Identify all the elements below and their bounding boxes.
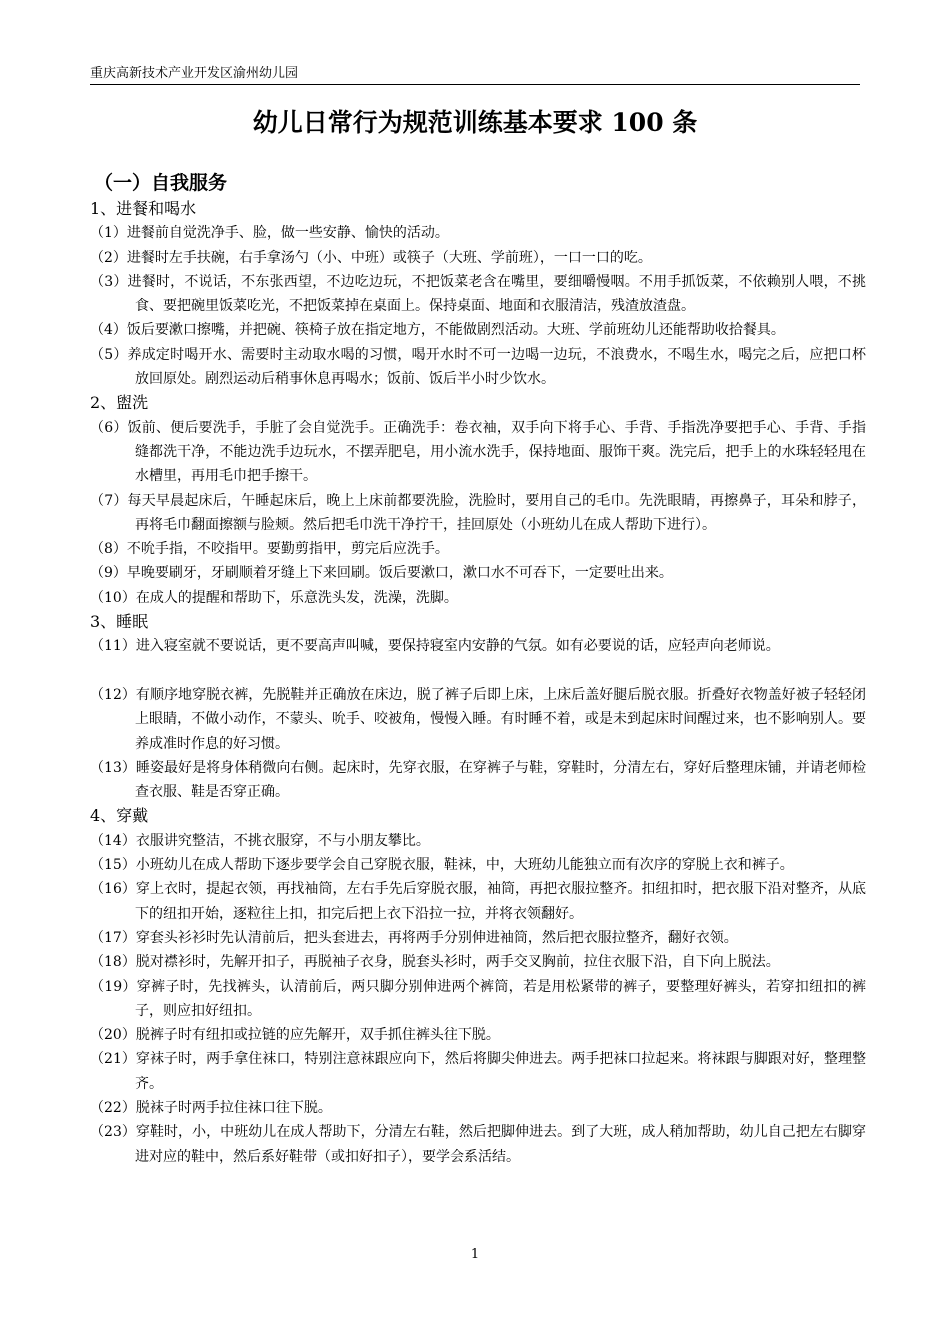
list-item: （7）每天早晨起床后，午睡起床后，晚上上床前都要洗脸，洗脸时，要用自己的毛巾。先洗眼睛，再擦鼻子，耳朵和脖子，再将毛巾翻面擦额与脸颊。然后把毛巾洗干净拧干，挂回原处（小班幼儿在成人帮助下进行）。 bbox=[90, 492, 866, 533]
list-item: （21）穿袜子时，两手拿住袜口，特别注意袜跟应向下，然后将脚尖伸进去。两手把袜口拉起来。将袜跟与脚跟对好，整理整齐。 bbox=[90, 1051, 866, 1092]
list-item: （18）脱对襟衫时，先解开扣子，再脱袖子衣身，脱套头衫时，两手交叉胸前，拉住衣服下沿，自下向上脱法。 bbox=[90, 954, 780, 971]
page-header bbox=[90, 66, 860, 85]
list-item: （3）进餐时，不说话，不东张西望，不边吃边玩，不把饭菜老含在嘴里，要细嚼慢咽。不用手抓饭菜，不依赖别人喂，不挑食、要把碗里饭菜吃光，不把饭菜掉在桌面上。保持桌面、地面和衣服清洁，残渣放渣盘。 bbox=[90, 273, 866, 315]
group-heading: 3、睡眠 bbox=[90, 612, 149, 632]
list-item: （15）小班幼儿在成人帮助下逐步要学会自己穿脱衣服，鞋袜，中，大班幼儿能独立而有次序的穿脱上衣和裤子。 bbox=[90, 857, 794, 874]
list-item: （11）进入寝室就不要说话，更不要高声叫喊，要保持寝室内安静的气氛。如有必要说的话，应轻声向老师说。 bbox=[90, 638, 780, 655]
list-item: （20）脱裤子时有纽扣或拉链的应先解开，双手抓住裤头往下脱。 bbox=[90, 1027, 500, 1044]
list-item: （1）进餐前自觉洗净手、脸，做一些安静、愉快的活动。 bbox=[90, 225, 449, 242]
list-item: （14）衣服讲究整洁，不挑衣服穿，不与小朋友攀比。 bbox=[90, 832, 430, 849]
list-item: （22）脱袜子时两手拉住袜口往下脱。 bbox=[90, 1099, 332, 1116]
list-item: （10）在成人的提醒和帮助下，乐意洗头发，洗澡，洗脚。 bbox=[90, 589, 458, 606]
list-item: （23）穿鞋时，小，中班幼儿在成人帮助下，分清左右鞋，然后把脚伸进去。到了大班，成人稍加帮助，幼儿自己把左右脚穿进对应的鞋中，然后系好鞋带（或扣好扣子），要学会系活结。 bbox=[90, 1124, 866, 1165]
list-item: （19）穿裤子时，先找裤头，认清前后，两只脚分别伸进两个裤筒，若是用松紧带的裤子，要整理好裤头，若穿扣纽扣的裤子，则应扣好纽扣。 bbox=[90, 978, 866, 1019]
list-item: （9）早晚要刷牙，牙刷顺着牙缝上下来回刷。饭后要漱口，漱口水不可吞下，一定要吐出来。 bbox=[90, 565, 673, 582]
list-item: （17）穿套头衫衫时先认清前后，把头套进去，再将两手分别伸进袖筒，然后把衣服拉整齐，翻好衣领。 bbox=[90, 929, 738, 946]
list-item: （16）穿上衣时，提起衣领，再找袖筒，左右手先后穿脱衣服，袖筒，再把衣服拉整齐。扣纽扣时，把衣服下沿对整齐，从底下的纽扣开始，逐粒往上扣，扣完后把上衣下沿拉一拉，并将衣领翻好。 bbox=[90, 881, 866, 922]
group-heading: 2、盥洗 bbox=[90, 393, 149, 413]
list-item: （8）不吮手指，不咬指甲。要勤剪指甲，剪完后应洗手。 bbox=[90, 541, 449, 558]
page-number: 1 bbox=[470, 1247, 480, 1262]
list-item: （12）有顺序地穿脱衣裤，先脱鞋并正确放在床边，脱了裤子后即上床，上床后盖好腿后脱衣服。折叠好衣物盖好被子轻轻闭上眼睛，不做小动作，不蒙头、吮手、咬被角，慢慢入睡。有时睡不着，或是未到起床时间醒过来，也不影响别人。要养成准时作息的好习惯。 bbox=[90, 686, 866, 752]
group-heading: 4、穿戴 bbox=[90, 806, 149, 826]
list-item: （5）养成定时喝开水、需要时主动取水喝的习惯，喝开水时不可一边喝一边玩，不浪费水，不喝生水，喝完之后，应把口杯放回原处。剧烈运动后稍事休息再喝水；饭前、饭后半小时少饮水。 bbox=[90, 346, 866, 388]
header-org: 重庆高新技术产业开发区渝州幼儿园 bbox=[90, 66, 299, 81]
list-item: （6）饭前、便后要洗手，手脏了会自觉洗手。正确洗手：卷衣袖，双手向下将手心、手背、手指洗净要把手心、手背、手指缝都洗干净，不能边洗手边玩水，不摆弄肥皂，用小流水洗手，保持地面、服饰干爽。洗完后，把手上的水珠轻轻甩在水槽里，再用毛巾把手擦干。 bbox=[90, 419, 866, 485]
group-heading: 1、进餐和喝水 bbox=[90, 199, 197, 218]
list-item: （2）进餐时左手扶碗，右手拿汤勺（小、中班）或筷子（大班、学前班），一口一口的吃。 bbox=[90, 249, 652, 266]
section-heading: （一）自我服务 bbox=[94, 172, 228, 194]
list-item: （13）睡姿最好是将身体稍微向右侧。起床时，先穿衣服，在穿裤子与鞋，穿鞋时，分清左右，穿好后整理床铺，并请老师检查衣服、鞋是否穿正确。 bbox=[90, 759, 866, 801]
list-item: （4）饭后要漱口擦嘴，并把碗、筷椅子放在指定地方，不能做剧烈活动。大班、学前班幼儿还能帮助收拾餐具。 bbox=[90, 322, 785, 339]
document-title: 幼儿日常行为规范训练基本要求 100 条 bbox=[252, 108, 698, 137]
blank-line bbox=[90, 659, 866, 683]
document-body bbox=[90, 197, 866, 1169]
